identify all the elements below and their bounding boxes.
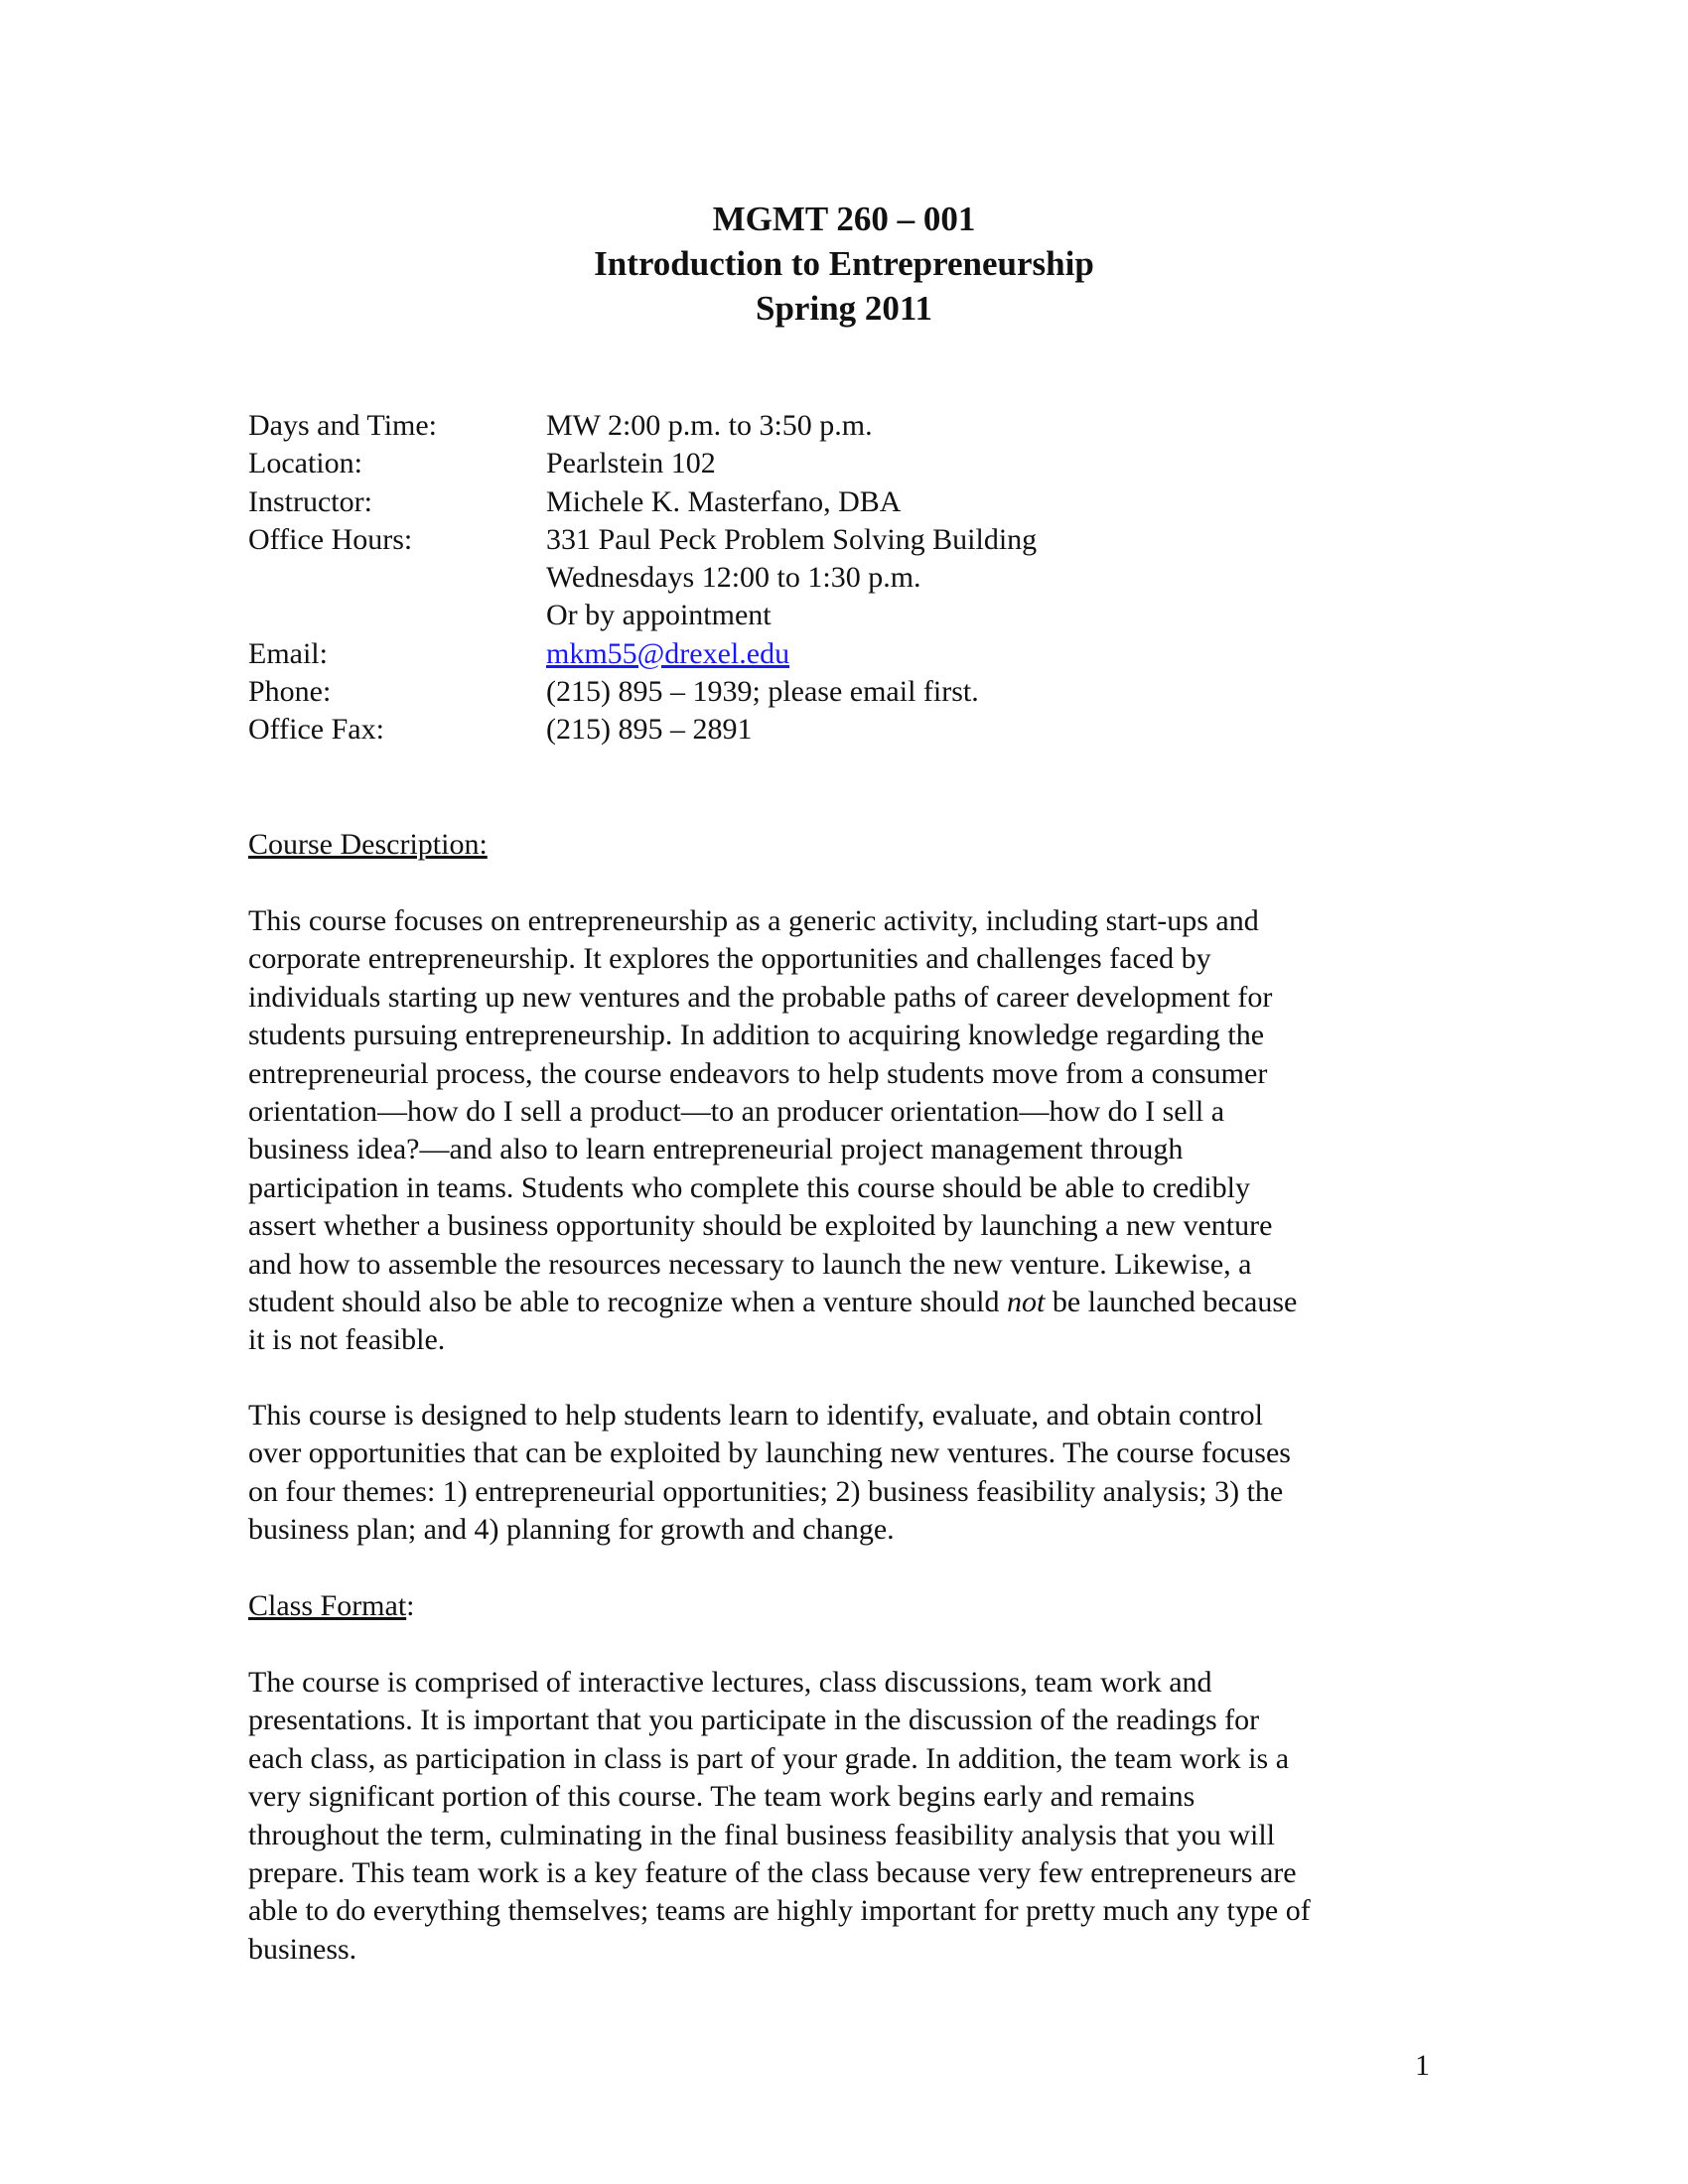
info-label: Days and Time: [248,409,438,442]
info-label: Phone: [248,675,332,709]
section-heading-text: Class Format [248,1589,407,1622]
class-format-heading [248,1587,415,1625]
info-label: Email: [248,636,328,670]
section-heading-colon: : [406,1589,415,1622]
info-label [248,559,546,597]
info-value: MW 2:00 p.m. to 3:50 p.m. [546,409,873,442]
text-line: and how to assemble the resources necessary to launch the new venture. Likewise, a [248,1247,1252,1281]
info-value: (215) 895 – 1939; please email first. [546,675,979,709]
document-title [0,197,1688,331]
info-label [248,597,546,634]
info-value: 331 Paul Peck Problem Solving Building [546,522,1038,556]
course-description-paragraph-2 [248,1397,1440,1550]
text-line: assert whether a business opportunity should be exploited by launching a new venture [248,1209,1273,1243]
course-description-heading [248,826,488,864]
course-info-table [248,407,1037,750]
text-line: business plan; and 4) planning for growth and change. [248,1513,895,1547]
info-label: Instructor: [248,484,372,518]
text-line: it is not feasible. [248,1323,446,1357]
text-line: each class, as participation in class is part of your grade. In addition, the team work is a [248,1741,1290,1775]
text-line: presentations. It is important that you participate in the discussion of the readings for [248,1704,1260,1737]
info-row-phone [248,673,1037,711]
text-line: This course is designed to help students learn to identify, evaluate, and obtain control [248,1399,1263,1432]
emphasis-not: not [1006,1286,1046,1319]
text-fragment: be launched because [1045,1286,1298,1319]
info-label: Office Fax: [248,713,384,747]
course-title: Introduction to Entrepreneurship [594,244,1094,283]
text-line: over opportunities that can be exploited by launching new ventures. The course focuses [248,1436,1291,1470]
text-line: throughout the term, culminating in the final business feasibility analysis that you will [248,1818,1276,1851]
text-fragment: student should also be able to recognize when a venture should [248,1286,1007,1319]
class-format-paragraph [248,1664,1440,1969]
text-line: prepare. This team work is a key feature of the class because very few entrepreneurs are [248,1856,1297,1890]
info-row-email [248,635,1037,673]
text-line: very significant portion of this course. The team work begins early and remains [248,1780,1196,1814]
info-label: Location: [248,447,362,480]
info-value: Michele K. Masterfano, DBA [546,484,902,518]
info-value: Pearlstein 102 [546,447,716,480]
info-value: (215) 895 – 2891 [546,713,753,747]
info-value: Wednesdays 12:00 to 1:30 p.m. [546,561,921,595]
text-line: corporate entrepreneurship. It explores the opportunities and challenges faced by [248,942,1211,976]
text-line: business idea?—and also to learn entrepreneurial project management through [248,1133,1184,1166]
text-line: This course focuses on entrepreneurship as a generic activity, including start-ups and [248,904,1259,937]
text-line: able to do everything themselves; teams are highly important for pretty much any type of [248,1894,1311,1928]
text-line: students pursuing entrepreneurship. In addition to acquiring knowledge regarding the [248,1019,1265,1052]
course-code: MGMT 260 – 001 [712,200,976,238]
text-line-with-emphasis [248,1284,1440,1321]
section-heading-text: Course Description: [248,828,488,861]
info-label: Office Hours: [248,522,413,556]
course-description-paragraph-1 [248,902,1440,1360]
text-line: entrepreneurial process, the course endeavors to help students move from a consumer [248,1056,1268,1090]
page-number: 1 [1415,2049,1430,2082]
info-row-instructor [248,483,1037,521]
info-value: Or by appointment [546,599,772,632]
info-row-office-hours-time [248,559,1037,597]
course-term: Spring 2011 [756,289,932,328]
text-line: on four themes: 1) entrepreneurial opportunities; 2) business feasibility analysis; 3) the [248,1474,1284,1508]
text-line: participation in teams. Students who complete this course should be able to credibly [248,1170,1250,1204]
email-link[interactable]: mkm55@drexel.edu [546,636,790,670]
text-line: individuals starting up new ventures and the probable paths of career development for [248,980,1273,1014]
text-line: orientation—how do I sell a product—to an producer orientation—how do I sell a [248,1095,1225,1129]
text-line: business. [248,1932,357,1966]
info-row-office-hours [248,521,1037,559]
info-row-location [248,445,1037,482]
info-row-appointment [248,597,1037,634]
text-line: The course is comprised of interactive lectures, class discussions, team work and [248,1666,1212,1699]
info-row-days-time [248,407,1037,445]
info-row-fax [248,711,1037,749]
